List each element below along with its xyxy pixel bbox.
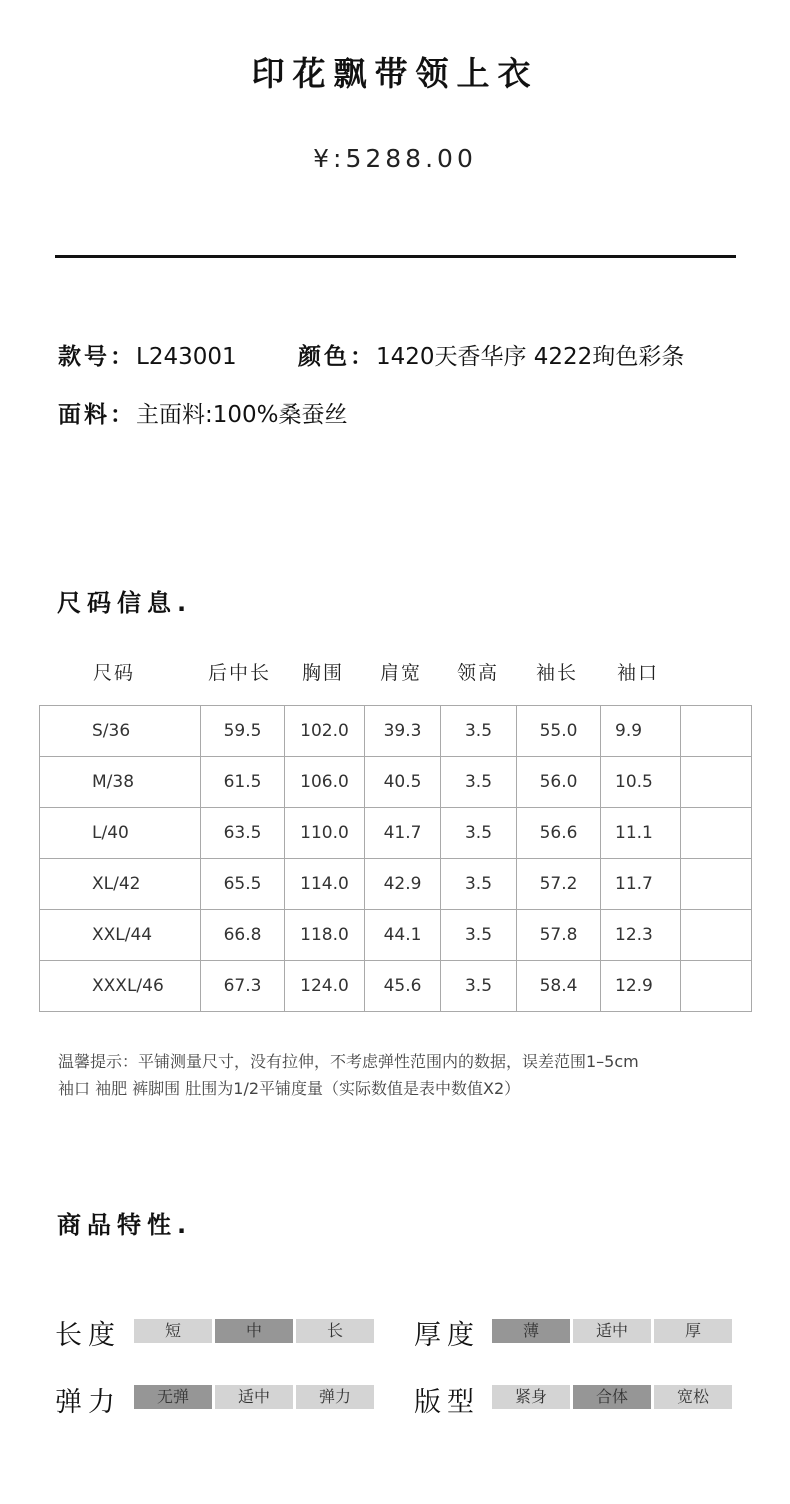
table-cell: 57.8 [517, 910, 601, 961]
header-shoulder: 肩宽 [380, 662, 423, 684]
table-cell: 124.0 [285, 961, 365, 1012]
feature-fit-label: 版型 [414, 1387, 480, 1418]
style-number-value: L243001 [136, 344, 237, 370]
table-row [40, 706, 752, 757]
header-sleeve-length: 袖长 [536, 662, 579, 684]
fabric-value: 主面料:100%桑蚕丝 [136, 402, 348, 428]
table-cell: 55.0 [517, 706, 601, 757]
table-cell: 110.0 [285, 808, 365, 859]
size-table [39, 705, 752, 1012]
table-cell: XXXL/46 [40, 961, 201, 1012]
features-section-title: 商品特性. [57, 1211, 193, 1239]
table-cell: XXL/44 [40, 910, 201, 961]
table-cell: L/40 [40, 808, 201, 859]
table-cell: 3.5 [441, 961, 517, 1012]
product-price: ¥:5288.00 [313, 144, 477, 173]
table-cell: 106.0 [285, 757, 365, 808]
table-cell: 102.0 [285, 706, 365, 757]
length-option-short: 短 [134, 1319, 212, 1343]
table-cell: 40.5 [365, 757, 441, 808]
table-cell: 11.7 [601, 859, 681, 910]
table-cell: 114.0 [285, 859, 365, 910]
color-value: 1420天香华序 4222珣色彩条 [375, 344, 685, 370]
table-cell: 56.0 [517, 757, 601, 808]
table-cell: 3.5 [441, 706, 517, 757]
feature-thickness-label: 厚度 [414, 1320, 480, 1351]
feature-elasticity-label: 弹力 [55, 1387, 121, 1418]
table-cell [681, 859, 752, 910]
note-line-1: 温馨提示：平铺测量尺寸，没有拉伸，不考虑弹性范围内的数据，误差范围1–5cm [58, 1052, 639, 1071]
table-cell: 3.5 [441, 859, 517, 910]
table-cell: 56.6 [517, 808, 601, 859]
table-cell: 3.5 [441, 910, 517, 961]
fabric-line [58, 396, 348, 429]
elasticity-option-none: 无弹 [134, 1385, 212, 1409]
style-color-line [58, 338, 684, 371]
note-line-2: 袖口 袖肥 裤脚围 肚围为1/2平铺度量（实际数值是表中数值X2） [58, 1079, 521, 1098]
divider [55, 255, 736, 258]
table-cell: 12.3 [601, 910, 681, 961]
table-cell: 44.1 [365, 910, 441, 961]
table-row [40, 910, 752, 961]
table-cell: M/38 [40, 757, 201, 808]
table-row [40, 859, 752, 910]
measurement-note [58, 1048, 639, 1102]
table-row [40, 808, 752, 859]
table-cell: 57.2 [517, 859, 601, 910]
table-cell: 58.4 [517, 961, 601, 1012]
header-size: 尺码 [93, 662, 136, 684]
fabric-label: 面料： [58, 402, 136, 428]
table-row [40, 757, 752, 808]
table-cell [681, 910, 752, 961]
table-cell: 59.5 [201, 706, 285, 757]
thickness-option-thin: 薄 [492, 1319, 570, 1343]
table-cell: 41.7 [365, 808, 441, 859]
header-cuff: 袖口 [617, 662, 660, 684]
table-cell [681, 757, 752, 808]
style-number-label: 款号： [58, 344, 136, 370]
color-label: 颜色： [297, 344, 376, 370]
table-cell: S/36 [40, 706, 201, 757]
table-cell [681, 808, 752, 859]
table-cell: 63.5 [201, 808, 285, 859]
table-cell: 39.3 [365, 706, 441, 757]
length-option-medium: 中 [215, 1319, 293, 1343]
header-back-length: 后中长 [208, 662, 272, 684]
table-cell: XL/42 [40, 859, 201, 910]
fit-option-loose: 宽松 [654, 1385, 732, 1409]
table-cell: 3.5 [441, 757, 517, 808]
table-cell: 11.1 [601, 808, 681, 859]
table-cell: 10.5 [601, 757, 681, 808]
table-cell: 3.5 [441, 808, 517, 859]
table-cell: 118.0 [285, 910, 365, 961]
length-option-long: 长 [296, 1319, 374, 1343]
fit-option-slim: 紧身 [492, 1385, 570, 1409]
feature-length-label: 长度 [55, 1320, 121, 1351]
table-cell: 45.6 [365, 961, 441, 1012]
elasticity-option-moderate: 适中 [215, 1385, 293, 1409]
thickness-option-moderate: 适中 [573, 1319, 651, 1343]
header-collar-height: 领高 [457, 662, 500, 684]
product-title: 印花飘带领上衣 [251, 54, 539, 93]
table-cell: 66.8 [201, 910, 285, 961]
table-cell: 67.3 [201, 961, 285, 1012]
table-cell: 9.9 [601, 706, 681, 757]
table-cell: 61.5 [201, 757, 285, 808]
fit-option-regular: 合体 [573, 1385, 651, 1409]
elasticity-option-stretch: 弹力 [296, 1385, 374, 1409]
size-section-title: 尺码信息. [57, 589, 193, 617]
thickness-option-thick: 厚 [654, 1319, 732, 1343]
table-cell [681, 706, 752, 757]
table-cell: 12.9 [601, 961, 681, 1012]
table-row [40, 961, 752, 1012]
table-cell: 65.5 [201, 859, 285, 910]
table-cell: 42.9 [365, 859, 441, 910]
table-cell [681, 961, 752, 1012]
header-chest: 胸围 [302, 662, 345, 684]
